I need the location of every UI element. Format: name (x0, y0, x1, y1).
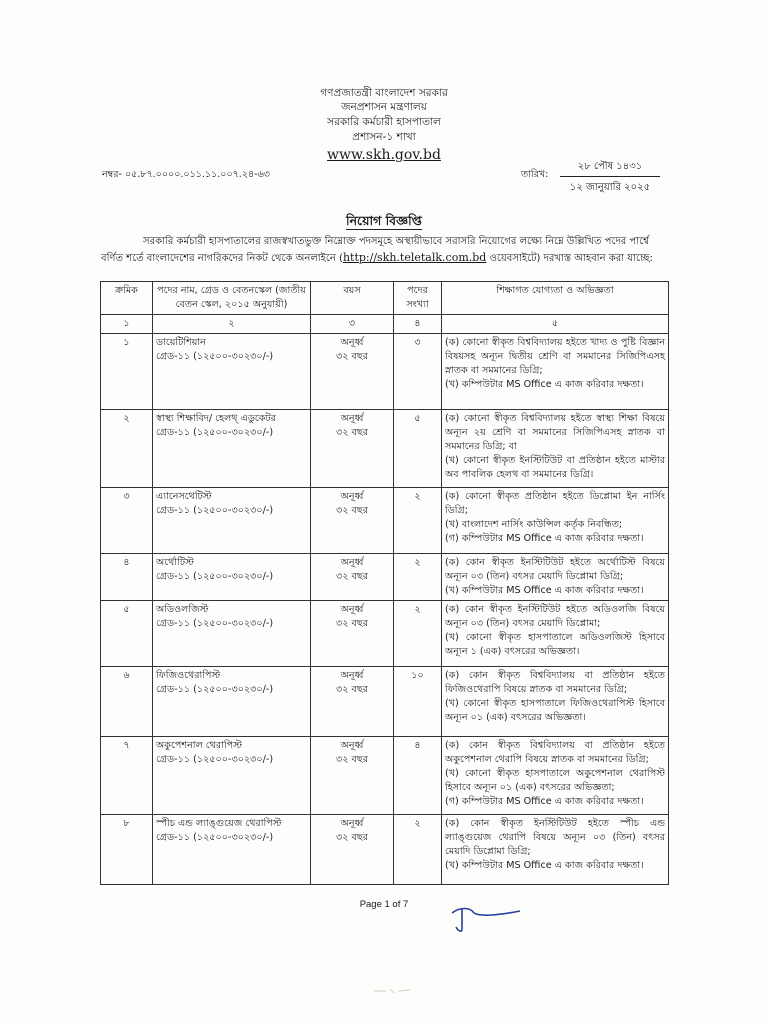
qualification-item: (গ) কম্পিউটার MS Office এ কাজ করিবার দক্ষতা। (445, 796, 644, 807)
post-name: অডিওলজিস্ট (156, 604, 209, 615)
col-number: ১ (101, 315, 153, 334)
memo-number: নম্বর- ০৫.৮৭.০০০০.০১১.১১.০০৭.২৪-৬৩ (102, 169, 270, 180)
row-serial: ১ (101, 334, 153, 410)
row-post (153, 737, 311, 815)
header-hospital: সরকারি কর্মচারী হাসপাতাল (327, 116, 441, 128)
qualification-item: (খ) কোনো স্বীকৃত ইনস্টিটিউট বা প্রতিষ্ঠান হইতে মাস্টার অব পাবলিক হেলথ বা সমমানের ডিগ্রি। (445, 455, 665, 480)
row-qualification (442, 601, 669, 667)
date-bangla: ২৮ পৌষ ১৪৩১ (560, 160, 660, 177)
table-header-row (101, 282, 669, 315)
row-post (153, 667, 311, 737)
qualification-item: (খ) কোনো স্বীকৃত হাসপাতালে ফিজিওথেরাপিস্ট হিসাবে অন্যূন ০১ (এক) বৎসরের অভিজ্ঞতা। (445, 698, 665, 723)
qualification-item: (ক) কোন স্বীকৃত বিশ্ববিদ্যালয় বা প্রতিষ্ঠান হইতে ফিজিওথেরাপি বিষয়ে স্নাতক বা সমমানের ডিগ্রি; (445, 670, 665, 695)
header-age: বয়স (311, 282, 394, 315)
age-limit-value: ৩২ বছর (336, 832, 368, 843)
row-count: ৪ (394, 737, 442, 815)
qualification-item: (ক) কোনো স্বীকৃত বিশ্ববিদ্যালয় হইতে খাদ্য ও পুষ্টি বিজ্ঞান বিষয়সহ অন্যূন দ্বিতীয় শ্রেণি বা সমমানের সিজিপিএসহ স্নাতক বা সমমানের ডিগ্রি; (445, 337, 665, 376)
qualification-item: (খ) কম্পিউটার MS Office এ কাজ করিবার দক্ষতা। (445, 379, 644, 390)
age-limit-label: অনূর্ধ্ব (340, 557, 364, 568)
row-count: ২ (394, 554, 442, 601)
age-limit-label: অনূর্ধ্ব (340, 670, 364, 681)
intro-paragraph (101, 234, 661, 266)
row-post (153, 601, 311, 667)
row-count: ৩ (394, 334, 442, 410)
row-qualification (442, 667, 669, 737)
row-count: ১০ (394, 667, 442, 737)
row-count: ২ (394, 488, 442, 554)
post-grade: গ্রেড-১১ (১২৫০০-৩০২৩০/-) (156, 684, 274, 695)
post-name: অর্থোটিস্ট (156, 557, 194, 568)
age-limit-value: ৩২ বছর (336, 505, 368, 516)
qualification-item: (ক) কোনো স্বীকৃত বিশ্ববিদ্যালয় হইতে স্বাস্থ্য শিক্ষা বিষয়ে অন্যূন ২য় শ্রেণি বা সমমানের সিজিপিএসহ স্নাতক বা সমমানের ডিগ্রি; বা (445, 413, 665, 452)
page-number: Page 1 of 7 (359, 899, 409, 910)
row-count: ২ (394, 815, 442, 885)
age-limit-label: অনূর্ধ্ব (340, 337, 364, 348)
qualification-item: (খ) কম্পিউটার MS Office এ কাজ করিবার দক্ষতা। (445, 860, 644, 871)
row-age (311, 737, 394, 815)
row-age (311, 815, 394, 885)
header-ministry: জনপ্রশাসন মন্ত্রণালয় (341, 101, 427, 113)
col-number: ৫ (442, 315, 669, 334)
row-count: ২ (394, 601, 442, 667)
notice-title (0, 213, 768, 233)
row-qualification (442, 737, 669, 815)
header-website-link[interactable]: www.skh.gov.bd (327, 147, 441, 163)
header-count: পদের সংখ্যা (394, 282, 442, 315)
date-english: ১২ জানুয়ারি ২০২৫ (569, 182, 651, 193)
teletalk-link[interactable]: http://skh.teletalk.com.bd (342, 250, 487, 264)
header-serial: ক্রমিক (101, 282, 153, 315)
row-age (311, 410, 394, 488)
col-number: ৩ (311, 315, 394, 334)
qualification-item: (ক) কোন স্বীকৃত ইনস্টিটিউট হইতে স্পীচ এন্ড ল্যাঙ্গুয়েজ থেরাপি বিষয়ে অন্যূন ০৩ (তিন) বৎসর মেয়াদি ডিপ্লোমা ডিগ্রি; (445, 818, 665, 857)
post-name: ডায়েটিশিয়ান (156, 337, 206, 348)
age-limit-value: ৩২ বছর (336, 351, 368, 362)
qualification-item: (খ) বাংলাদেশ নার্সিং কাউন্সিল কর্তৃক নিবন্ধিত; (445, 519, 623, 530)
row-serial: ৫ (101, 601, 153, 667)
qualification-item: (ক) কোন স্বীকৃত বিশ্ববিদ্যালয় বা প্রতিষ্ঠান হইতে অকুপেশনাল থেরাপি বিষয়ে স্নাতক বা সমমানের ডিগ্রি; (445, 740, 665, 765)
faint-mark (372, 985, 422, 997)
signature-mark (440, 903, 530, 933)
row-age (311, 334, 394, 410)
age-limit-value: ৩২ বছর (336, 684, 368, 695)
header-branch: প্রশাসন-১ শাখা (352, 131, 416, 143)
post-name: স্বাস্থ্য শিক্ষাবিদ/ হেলথ্‌ এডুকেটর (156, 413, 276, 424)
date-block (560, 160, 660, 195)
row-qualification (442, 815, 669, 885)
row-post (153, 815, 311, 885)
post-grade: গ্রেড-১১ (১২৫০০-৩০২৩০/-) (156, 754, 274, 765)
qualification-item: (খ) কম্পিউটার MS Office এ কাজ করিবার দক্ষতা। (445, 585, 644, 596)
age-limit-label: অনূর্ধ্ব (340, 413, 364, 424)
row-serial: ৭ (101, 737, 153, 815)
row-age (311, 601, 394, 667)
row-qualification (442, 410, 669, 488)
qualification-item: (খ) কোনো স্বীকৃত হাসপাতালে অকুপেশনাল থেরাপিস্ট হিসাবে অন্যূন ০১ (এক) বৎসরের অভিজ্ঞতা; (445, 768, 665, 793)
row-age (311, 667, 394, 737)
table-row (101, 815, 669, 885)
post-grade: গ্রেড-১১ (১২৫০০-৩০২৩০/-) (156, 832, 274, 843)
post-grade: গ্রেড-১১ (১২৫০০-৩০২৩০/-) (156, 505, 274, 516)
intro-text-1: সরকারি কর্মচারী হাসপাতালের রাজস্বখাতভুক্ত নিম্নোক্ত পদসমূহে অস্থায়ীভাবে সরাসরি নিয়োগের লক্ষ্যে নিম্নে উল্লিখিত পদের পার্শ্বে বর্ণিত শর্তে বাংলাদেশের নাগরিকদের নিকট থেকে অনলাইনে ( (101, 236, 649, 264)
col-number: ৪ (394, 315, 442, 334)
header-qualification: শিক্ষাগত যোগ্যতা ও অভিজ্ঞতা (442, 282, 669, 315)
row-post (153, 410, 311, 488)
column-number-row (101, 315, 669, 334)
row-post (153, 334, 311, 410)
table-row (101, 334, 669, 410)
notice-title-text: নিয়োগ বিজ্ঞপ্তি (346, 213, 422, 228)
post-name: অকুপেশনাল থেরাপিস্ট (156, 740, 242, 751)
row-age (311, 488, 394, 554)
row-serial: ৪ (101, 554, 153, 601)
row-serial: ৬ (101, 667, 153, 737)
age-limit-label: অনূর্ধ্ব (340, 604, 364, 615)
row-post (153, 554, 311, 601)
table-row (101, 410, 669, 488)
qualification-item: (গ) কম্পিউটার MS Office এ কাজ করিবার দক্ষতা। (445, 533, 644, 544)
row-post (153, 488, 311, 554)
row-serial: ৮ (101, 815, 153, 885)
post-name: স্পীচ এন্ড ল্যাঙ্গুয়েজ থেরাপিস্ট (156, 818, 282, 829)
age-limit-value: ৩২ বছর (336, 754, 368, 765)
row-count: ৫ (394, 410, 442, 488)
posts-table-body (101, 334, 669, 885)
row-age (311, 554, 394, 601)
posts-table (100, 281, 669, 885)
qualification-item: (ক) কোন স্বীকৃত ইনস্টিটিউট হইতে অডিওলজি বিষয়ে অন্যূন ০৩ (তিন) বৎসর মেয়াদি ডিপ্লোমা; (445, 604, 665, 629)
date-label: তারিখ: (521, 169, 549, 180)
qualification-item: (খ) কোনো স্বীকৃত হাসপাতালে অডিওলজিস্ট হিসাবে অন্যূন ১ (এক) বৎসরের অভিজ্ঞতা। (445, 632, 665, 657)
qualification-item: (ক) কোন স্বীকৃত ইনস্টিটিউট হইতে অর্থোটিস্ট বিষয়ে অন্যূন ০৩ (তিন) বৎসর মেয়াদি ডিপ্লোমা ডিগ্রি; (445, 557, 665, 582)
intro-text-2: ওয়েবসাইটে) দরখাস্ত আহবান করা যাচ্ছে: (486, 252, 653, 264)
header-govt: গণপ্রজাতন্ত্রী বাংলাদেশ সরকার (320, 87, 448, 99)
post-grade: গ্রেড-১১ (১২৫০০-৩০২৩০/-) (156, 427, 274, 438)
table-row (101, 667, 669, 737)
age-limit-label: অনূর্ধ্ব (340, 491, 364, 502)
row-qualification (442, 488, 669, 554)
age-limit-label: অনূর্ধ্ব (340, 740, 364, 751)
age-limit-value: ৩২ বছর (336, 571, 368, 582)
row-qualification (442, 334, 669, 410)
age-limit-label: অনূর্ধ্ব (340, 818, 364, 829)
row-qualification (442, 554, 669, 601)
post-name: ফিজিওথেরাপিস্ট (156, 670, 221, 681)
row-serial: ৩ (101, 488, 153, 554)
row-serial: ২ (101, 410, 153, 488)
table-row (101, 488, 669, 554)
post-grade: গ্রেড-১১ (১২৫০০-৩০২৩০/-) (156, 571, 274, 582)
post-grade: গ্রেড-১১ (১২৫০০-৩০২৩০/-) (156, 618, 274, 629)
table-row (101, 554, 669, 601)
post-name: এ্যানেসথেটিস্ট (156, 491, 212, 502)
header-post: পদের নাম, গ্রেড ও বেতনস্কেল (জাতীয় বেতন স্কেল, ২০১৫ অনুযায়ী) (153, 282, 311, 315)
table-row (101, 737, 669, 815)
post-grade: গ্রেড-১১ (১২৫০০-৩০২৩০/-) (156, 351, 274, 362)
age-limit-value: ৩২ বছর (336, 427, 368, 438)
table-row (101, 601, 669, 667)
col-number: ২ (153, 315, 311, 334)
age-limit-value: ৩২ বছর (336, 618, 368, 629)
qualification-item: (ক) কোনো স্বীকৃত প্রতিষ্ঠান হইতে ডিপ্লোমা ইন নার্সিং ডিগ্রি; (445, 491, 665, 516)
